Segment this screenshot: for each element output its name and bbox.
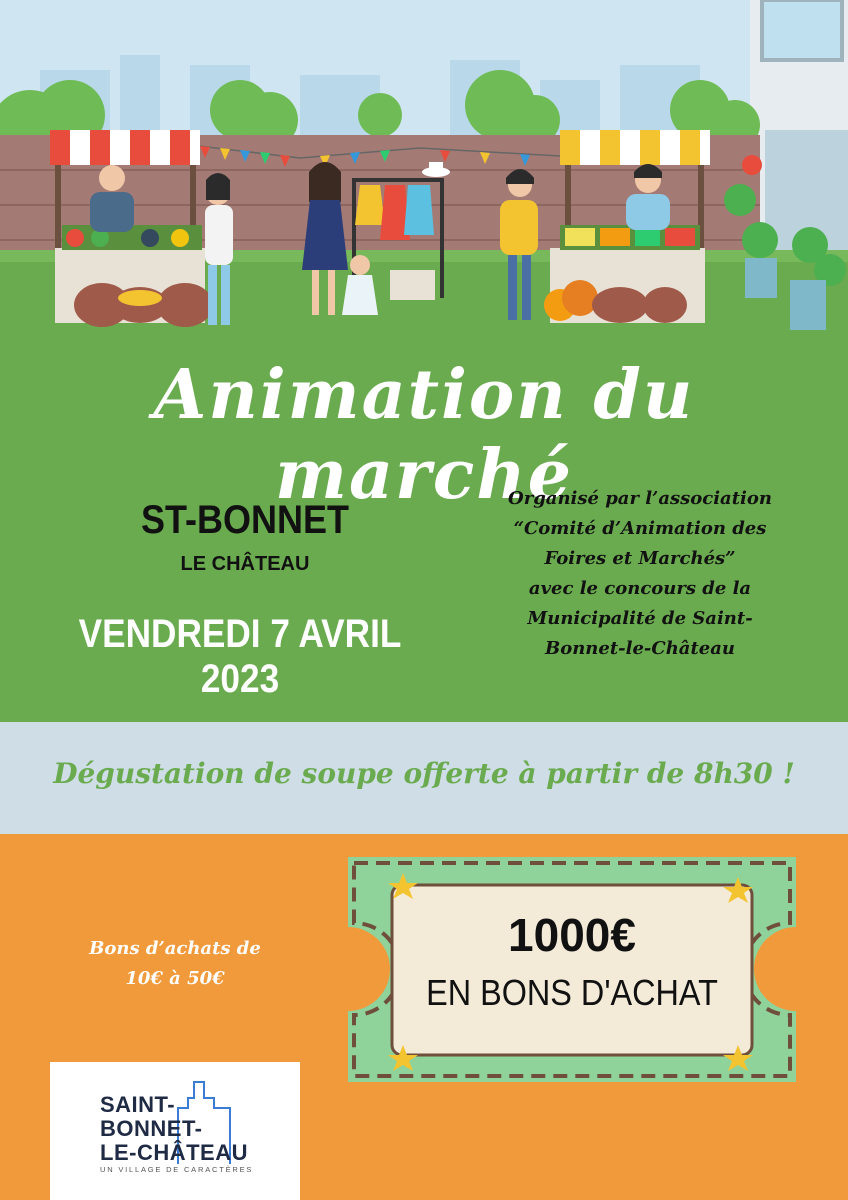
logo-tagline: UN VILLAGE DE CARACTÈRES <box>100 1165 254 1174</box>
organizer-line: Bonnet-le-Château <box>545 638 735 659</box>
page-title: Animation du marché <box>153 355 695 515</box>
voucher-label: EN BONS D'ACHAT <box>426 972 718 1013</box>
town-subtitle: LE CHÂTEAU <box>180 553 310 575</box>
town-name: ST-BONNET <box>140 498 350 542</box>
organizer-text <box>470 484 810 664</box>
voucher-ticket <box>348 857 796 1082</box>
logo-text-line: SAINT- <box>100 1092 176 1117</box>
event-date: VENDREDI 7 AVRIL 2023 <box>78 612 402 701</box>
market-illustration <box>0 0 848 360</box>
organizer-line: avec le concours de la <box>528 578 752 599</box>
organizer-line: Foires et Marchés” <box>544 548 736 569</box>
voucher-range-text <box>60 934 290 994</box>
organizer-line: Municipalité de Saint- <box>527 608 753 629</box>
organizer-line: Organisé par l’association <box>508 488 772 509</box>
voucher-range-line: Bons d’achats de <box>89 938 261 959</box>
tasting-announcement: Dégustation de soupe offerte à partir de 8h30 ! <box>53 757 795 790</box>
logo-text-line: LE-CHÂTEAU <box>100 1140 248 1165</box>
voucher-amount: 1000€ <box>508 909 636 961</box>
organizer-line: “Comité d’Animation des <box>513 518 767 539</box>
voucher-range-line: 10€ à 50€ <box>125 968 225 989</box>
logo-text-line: BONNET- <box>100 1116 203 1141</box>
